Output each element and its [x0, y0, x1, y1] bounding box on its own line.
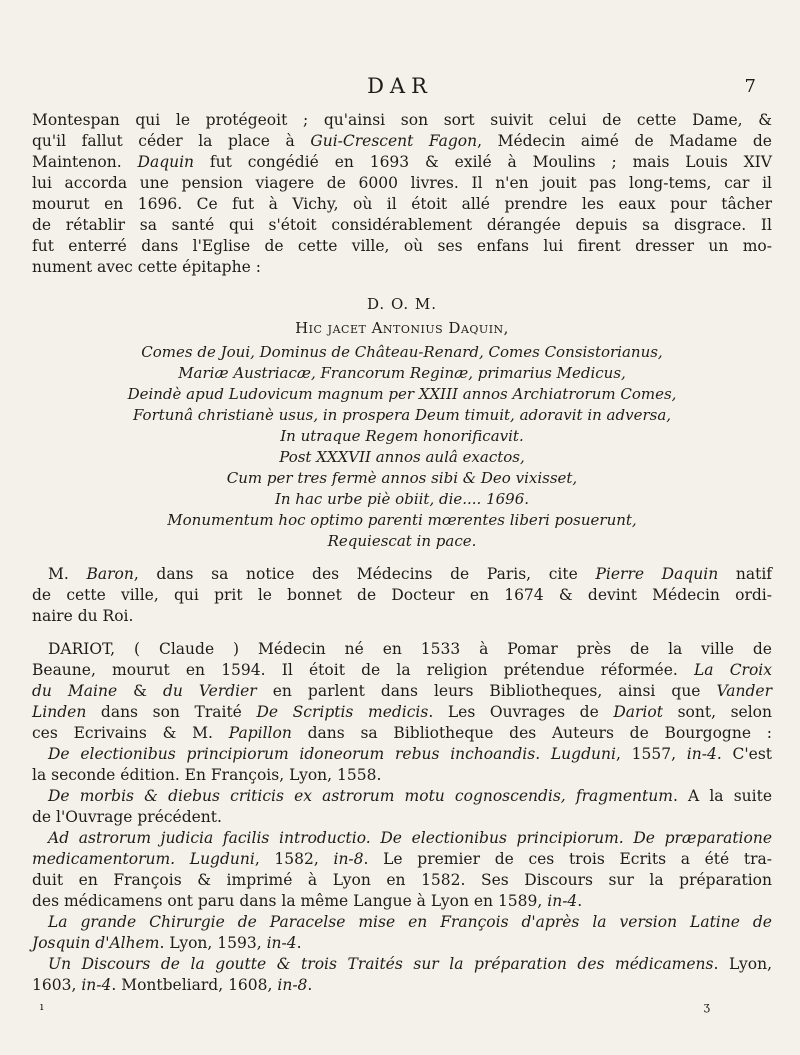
signature-mark-right: ʒ — [703, 1000, 710, 1013]
epitaph-block — [32, 294, 772, 552]
epitaph-line: Mariæ Austriacæ, Francorum Reginæ, primarius Medicus, — [178, 364, 626, 382]
text-line: Linden dans son Traité De Scriptis medicis. Les Ouvrages de Dariot sont, selon — [32, 703, 773, 721]
epitaph-line: Cum per tres fermè annos sibi & Deo vixisset, — [226, 469, 578, 487]
footer-marks — [40, 1000, 770, 1020]
signature-mark-left: ı — [40, 1000, 44, 1013]
text-line: duit en François & imprimé à Lyon en 1582. Ses Discours sur la préparation — [32, 871, 772, 889]
text-line: Josquin d'Alhem. Lyon, 1593, in-4. — [32, 934, 302, 952]
text-line: de cette ville, qui prit le bonnet de Docteur en 1674 & devint Médecin ordi- — [32, 586, 772, 604]
text-line: Maintenon. Daquin fut congédié en 1693 & exilé à Moulins ; mais Louis XIV — [32, 153, 772, 171]
text-line: M. Baron, dans sa notice des Médecins de Paris, cite Pierre Daquin natif — [48, 565, 773, 583]
epitaph-line: Deindè apud Ludovicum magnum per XXIII annos Archiatrorum Comes, — [127, 385, 677, 403]
text-line: La grande Chirurgie de Paracelse mise en François d'après la version Latine de — [48, 913, 772, 931]
text-line: naire du Roi. — [32, 607, 134, 625]
text-line: Montespan qui le protégeoit ; qu'ainsi son sort suivit celui de cette Dame, & — [32, 111, 772, 129]
epitaph-line: In hac urbe piè obiit, die.... 1696. — [274, 490, 530, 508]
text-line: medicamentorum. Lugduni, 1582, in-8. Le premier de ces trois Ecrits a été tra- — [32, 850, 772, 868]
text-line: mourut en 1696. Ce fut à Vichy, où il étoit allé prendre les eaux pour tâcher — [32, 195, 772, 213]
text-line: fut enterré dans l'Eglise de cette ville, où ses enfans lui firent dresser un mo- — [32, 237, 772, 255]
text-line: De morbis & diebus criticis ex astrorum motu cognoscendis, fragmentum. A la suite — [48, 787, 772, 805]
epitaph-line: Post XXXVII annos aulâ exactos, — [279, 448, 525, 466]
paragraph-baron-note — [32, 564, 772, 627]
epitaph-name: Hic jacet Antonius Daquin, — [295, 319, 509, 337]
text-line: Un Discours de la goutte & trois Traités sur la préparation des médicamens. Lyon, — [48, 955, 773, 973]
text-line: De electionibus principiorum idoneorum rebus inchoandis. Lugduni, 1557, in-4. C'est — [48, 745, 772, 763]
text-line: de rétablir sa santé qui s'étoit considérablement dérangée depuis sa disgrace. Il — [32, 216, 772, 234]
text-line: des médicamens ont paru dans la même Langue à Lyon en 1589, in-4. — [32, 892, 583, 910]
epitaph-dom: D. O. M. — [366, 295, 438, 313]
text-line: ces Ecrivains & M. Papillon dans sa Bibliotheque des Auteurs de Bourgogne : — [32, 724, 772, 742]
text-line: nument avec cette épitaphe : — [32, 258, 261, 276]
epitaph-line: Requiescat in pace. — [327, 532, 477, 550]
text-line: Beaune, mourut en 1594. Il étoit de la religion prétendue réformée. La Croix — [32, 661, 772, 679]
text-line: du Maine & du Verdier en parlent dans leurs Bibliotheques, ainsi que Vander — [32, 682, 772, 700]
header-title: DAR — [367, 74, 433, 98]
epitaph-line: In utraque Regem honorificavit. — [280, 427, 524, 445]
epitaph-line: Monumentum hoc optimo parenti mœrentes liberi posuerunt, — [167, 511, 637, 529]
page-number: 7 — [744, 76, 756, 97]
page-body — [32, 110, 772, 996]
entry-dariot — [32, 639, 772, 996]
text-line: 1603, in-4. Montbeliard, 1608, in-8. — [32, 976, 313, 994]
text-line: de l'Ouvrage précédent. — [32, 808, 222, 826]
paragraph-daquin-biography — [32, 110, 772, 278]
epitaph-line: Comes de Joui, Dominus de Château-Renard, Comes Consistorianus, — [141, 343, 663, 361]
text-line: la seconde édition. En François, Lyon, 1558. — [32, 766, 382, 784]
text-line: DARIOT, ( Claude ) Médecin né en 1533 à Pomar près de la ville de — [48, 640, 772, 658]
epitaph-line: Fortunâ christianè usus, in prospera Deum timuit, adoravit in adversa, — [132, 406, 672, 424]
text-line: Ad astrorum judicia facilis introductio. De electionibus principiorum. De præparatione — [48, 829, 772, 847]
text-line: qu'il fallut céder la place à Gui-Crescent Fagon, Médecin aimé de Madame de — [32, 132, 772, 150]
text-line: lui accorda une pension viagere de 6000 livres. Il n'en jouit pas long-tems, car il — [32, 174, 772, 192]
running-header — [0, 74, 800, 104]
